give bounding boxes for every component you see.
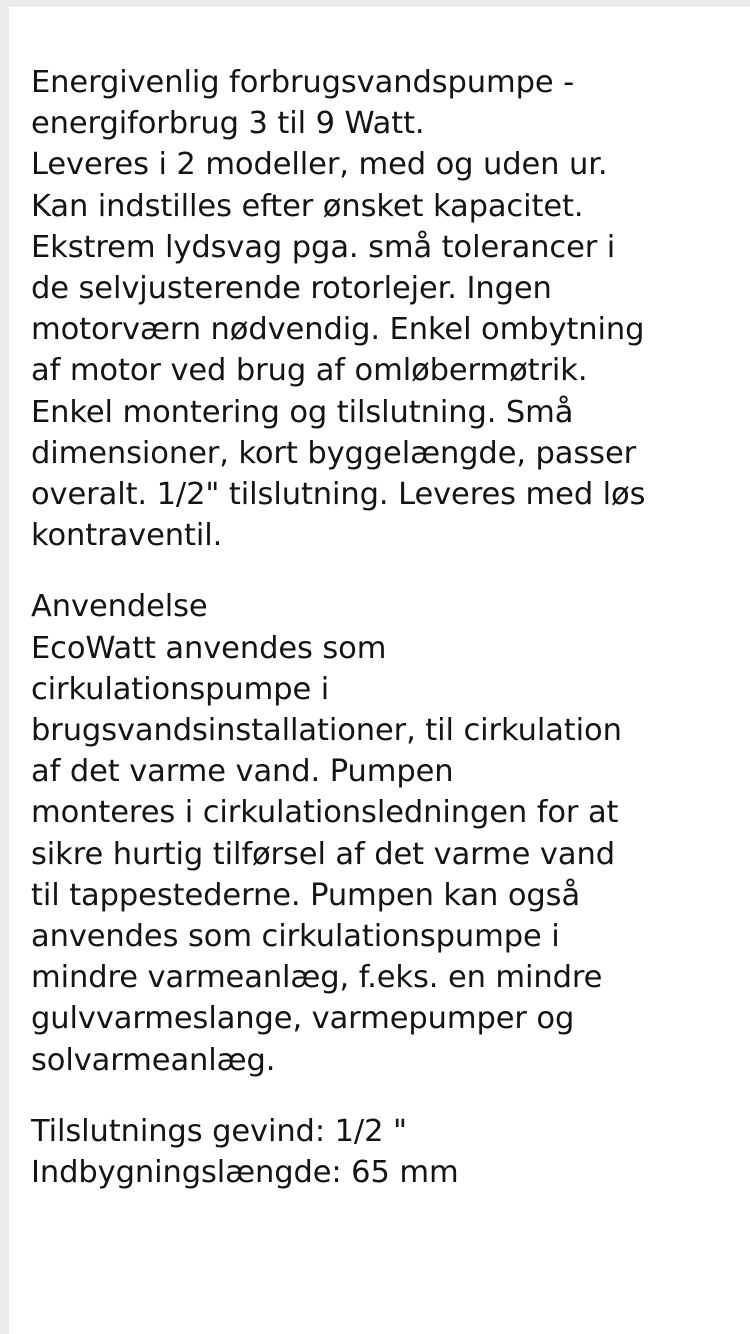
description-line: energiforbrug 3 til 9 Watt. [31,106,425,142]
usage-paragraph [31,586,747,1080]
description-line: Enkel montering og tilslutning. Små [31,394,574,430]
specs-paragraph [31,1111,747,1193]
description-line: motorværn nødvendig. Enkel ombytning [31,312,645,348]
description-line: de selvjusterende rotorlejer. Ingen [31,271,552,307]
product-description-card [9,5,750,1334]
usage-line: gulvvarmeslange, varmepumper og [31,1001,575,1037]
description-line: Leveres i 2 modeller, med og uden ur. [31,147,608,183]
usage-line: EcoWatt anvendes som [31,630,387,666]
usage-line: anvendes som cirkulationspumpe i [31,919,560,955]
usage-line: monteres i cirkulationsledningen for at [31,795,619,831]
description-line: af motor ved brug af omløbermøtrik. [31,353,588,389]
description-line: overalt. 1/2" tilslutning. Leveres med løs [31,477,646,513]
product-description-text [31,62,747,1193]
usage-line: solvarmeanlæg. [31,1042,276,1078]
usage-line: mindre varmeanlæg, f.eks. en mindre [31,960,603,996]
description-line: Ekstrem lydsvag pga. små tolerancer i [31,229,616,265]
usage-line: sikre hurtig tilførsel af det varme vand [31,836,615,872]
paragraph-spacer [31,1081,747,1111]
usage-line: af det varme vand. Pumpen [31,754,454,790]
description-paragraph [31,62,747,556]
usage-line: cirkulationspumpe i [31,671,330,707]
usage-line: brugsvandsinstallationer, til cirkulation [31,713,622,749]
usage-heading: Anvendelse [31,589,208,625]
description-line: Energivenlig forbrugsvandspumpe - [31,65,575,100]
connection-thread-spec: Tilslutnings gevind: 1/2 " [31,1113,407,1149]
usage-line: til tappestederne. Pumpen kan også [31,877,581,913]
description-line: Kan indstilles efter ønsket kapacitet. [31,188,584,224]
description-line: kontraventil. [31,518,223,554]
paragraph-spacer [31,556,747,586]
description-line: dimensioner, kort byggelængde, passer [31,435,637,471]
installation-length-spec: Indbygningslængde: 65 mm [31,1155,459,1191]
